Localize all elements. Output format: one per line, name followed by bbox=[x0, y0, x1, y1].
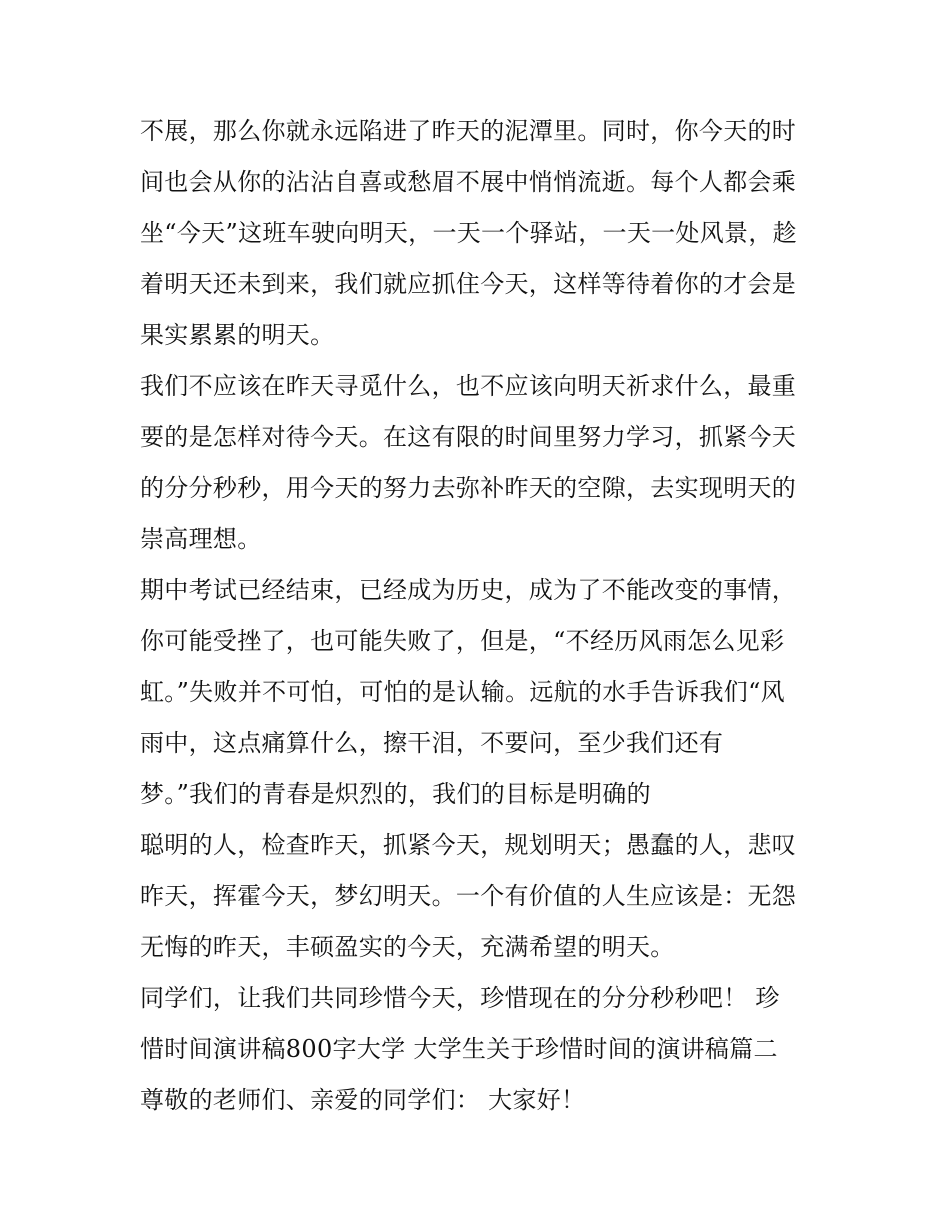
text-line: 崇高理想。 bbox=[140, 525, 262, 553]
text-line: 不展，那么你就永远陷进了昨天的泥潭里。同时，你今天的时 bbox=[140, 117, 797, 145]
text-line: 坐“今天”这班车驶向明天，一天一个驿站，一天一处风景，趁 bbox=[140, 219, 797, 247]
text-line: 聪明的人，检查昨天，抓紧今天，规划明天；愚蠢的人，悲叹 bbox=[140, 831, 797, 859]
text-line: 我们不应该在昨天寻觅什么，也不应该向明天祈求什么，最重 bbox=[140, 372, 797, 400]
text-line: 同学们，让我们共同珍惜今天，珍惜现在的分分秒秒吧！ 珍 bbox=[140, 984, 780, 1012]
text-line: 昨天，挥霍今天，梦幻明天。一个有价值的人生应该是：无怨 bbox=[140, 882, 797, 910]
text-line: 你可能受挫了，也可能失败了，但是，“不经历风雨怎么见彩 bbox=[140, 627, 785, 655]
text-line: 虹。”失败并不可怕，可怕的是认输。远航的水手告诉我们“风 bbox=[140, 678, 785, 706]
text-line: 无悔的昨天，丰硕盈实的今天，充满希望的明天。 bbox=[140, 933, 675, 961]
text-line: 期中考试已经结束，已经成为历史，成为了不能改变的事情， bbox=[140, 576, 797, 604]
text-line: 间也会从你的沾沾自喜或愁眉不展中悄悄流逝。每个人都会乘 bbox=[140, 168, 797, 196]
text-line: 着明天还未到来，我们就应抓住今天，这样等待着你的才会是 bbox=[140, 270, 797, 298]
text-line: 雨中，这点痛算什么，擦干泪，不要问，至少我们还有 bbox=[140, 729, 724, 757]
text-line: 梦。”我们的青春是炽烈的，我们的目标是明确的 bbox=[140, 780, 651, 808]
text-line: 的分分秒秒，用今天的努力去弥补昨天的空隙，去实现明天的 bbox=[140, 474, 797, 502]
speech-text-body bbox=[140, 106, 820, 1126]
text-line: 惜时间演讲稿800字大学 大学生关于珍惜时间的演讲稿篇二 bbox=[140, 1035, 778, 1063]
text-line: 尊敬的老师们、亲爱的同学们： 大家好！ bbox=[140, 1086, 586, 1114]
text-line: 要的是怎样对待今天。在这有限的时间里努力学习，抓紧今天 bbox=[140, 423, 797, 451]
text-line: 果实累累的明天。 bbox=[140, 321, 335, 349]
